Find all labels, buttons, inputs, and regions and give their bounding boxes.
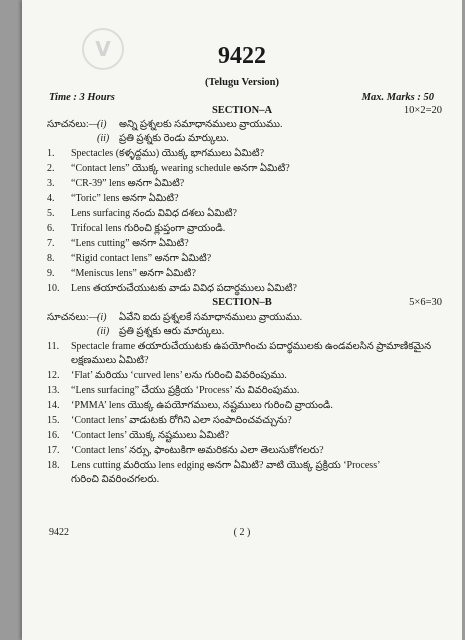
question-18-cont: గురించి వివరించగలరు. [71,474,160,485]
question-15: 15. ‘Contact lens’ వాడుటకు రోగిని ఎలా సంపాదించవచ్చును? [47,415,292,426]
section-b-note-1: సూచనలు:—(i) ఏవేని ఐదు ప్రశ్నలకే సమాధానములు వ్రాయుము. [47,312,303,323]
section-a-marks: 10×2=20 [403,105,442,116]
question-14: 14. ‘PMMA’ lens యొక్క ఉపయోగములు, నష్టములు గురించి వ్రాయండి. [47,400,333,411]
question-17: 17. ‘Contact lens’ నర్సు, ఫాంటుకిగా అమరికను ఎలా తెలుసుకోగలరు? [47,445,324,456]
paper-code: 9422 [218,43,266,69]
question-16: 16. ‘Contact lens’ యొక్క నష్టములు ఏమిటి? [47,430,230,441]
question-6: 6. Trifocal lens గురించి క్లుప్తంగా వ్రాయండి. [47,223,226,234]
question-18: 18. Lens cutting మరియు lens edging అనగా ఏమిటి? వాటి యొక్క ప్రక్రియ ‘Process’ [47,460,381,471]
question-10: 10. Lens తయారుచేయుటకు వాడు వివిధ పదార్థములు ఏమిటి? [47,283,297,294]
question-11-cont: లక్షణములు ఏమిటి? [71,355,149,366]
section-b-marks: 5×6=30 [409,297,442,308]
exam-page [22,0,462,640]
page-number: ( 2 ) [233,527,251,538]
question-4: 4. “Toric” lens అనగా ఏమిటి? [47,193,179,204]
question-9: 9. “Meniscus lens” అనగా ఏమిటి? [47,268,196,279]
question-5: 5. Lens surfacing నందు వివిధ దశలు ఏమిటి? [47,208,237,219]
question-12: 12. ‘Flat’ మరియు ‘curved lens’ లను గురించి వివరింపుము. [47,370,287,381]
language-version: (Telugu Version) [204,77,279,88]
question-13: 13. “Lens surfacing” చేయు ప్రక్రియ ‘Process’ ను వివరింపుము. [47,385,300,396]
note-label: సూచనలు:— [47,119,99,130]
section-a-title: SECTION–A [211,105,273,116]
section-b-title: SECTION–B [212,297,272,308]
question-2: 2. “Contact lens” యొక్క wearing schedule అనగా ఏమిటి? [47,163,290,174]
question-1: 1. Spectacles (కళ్ళద్దము) యొక్క భాగములు ఏమిటి? [47,148,265,159]
footer-paper-code: 9422 [49,527,69,538]
max-marks: Max. Marks : 50 [361,92,434,103]
section-a-note-1: సూచనలు:—(i) అన్ని ప్రశ్నలకు సమాధానములు వ్రాయుము. [47,119,283,130]
question-3: 3. “CR-39” lens అనగా ఏమిటి? [47,178,185,189]
university-seal-icon: V [82,28,124,70]
section-a-note-2: (ii) ప్రతి ప్రశ్నకు రెండు మార్కులు. [97,133,229,144]
question-11: 11. Spectacle frame తయారుచేయుటకు ఉపయోగించు పదార్థములకు ఉండవలసిన ప్రామాణికమైన [47,341,432,352]
time-allowed: Time : 3 Hours [49,92,115,103]
question-7: 7. “Lens cutting” అనగా ఏమిటి? [47,238,189,249]
section-b-note-2: (ii) ప్రతి ప్రశ్నకు ఆరు మార్కులు. [97,326,225,337]
question-8: 8. “Rigid contact lens” అనగా ఏమిటి? [47,253,212,264]
